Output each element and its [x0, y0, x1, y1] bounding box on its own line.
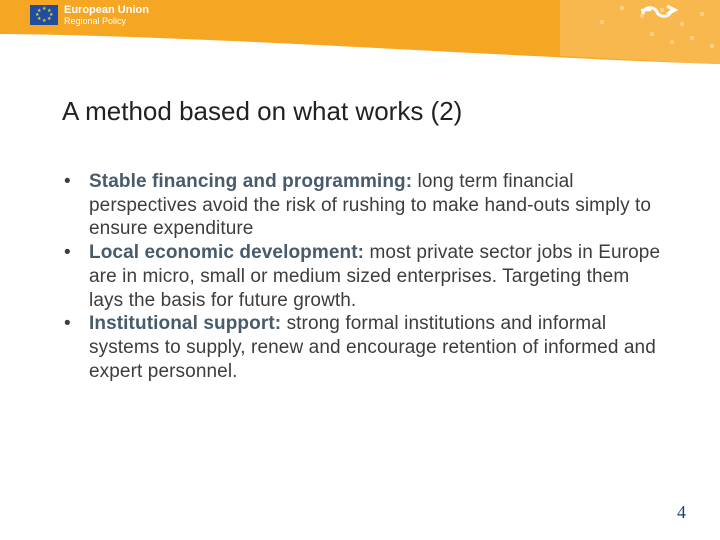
bullet-marker: •	[64, 313, 71, 335]
bullet-marker: •	[64, 171, 71, 192]
bullet-marker: •	[64, 242, 71, 264]
bullet-text: most private sector jobs in Europe are in micro, small or medium sized enterprises. Targeting them lays the basis for future growth.	[89, 242, 661, 311]
bullet-lead: Stable financing and programming:	[89, 171, 413, 192]
bullet-lead: Institutional support:	[89, 313, 282, 335]
eu-flag-icon: ★ ★ ★ ★ ★ ★ ★ ★	[30, 5, 58, 25]
regional-policy-arrows-icon	[637, 0, 683, 24]
bullet-text: long term financial perspectives avoid the risk of rushing to make hand-outs simply to ensure expenditure	[89, 171, 652, 240]
bullet-item	[64, 312, 664, 383]
bullet-list	[64, 170, 664, 383]
dept-name: Regional Policy	[64, 16, 127, 26]
page-number: 4	[677, 502, 686, 522]
eu-branding	[30, 4, 149, 26]
bullet-text: strong formal institutions and informal systems to supply, renew and encourage retention of informed and expert personnel.	[89, 313, 656, 382]
slide-title: A method based on what works (2)	[62, 96, 463, 126]
org-name: European Union	[64, 4, 149, 16]
bullet-item	[64, 170, 664, 241]
bullet-lead: Local economic development:	[89, 242, 365, 264]
bullet-item	[64, 241, 664, 312]
